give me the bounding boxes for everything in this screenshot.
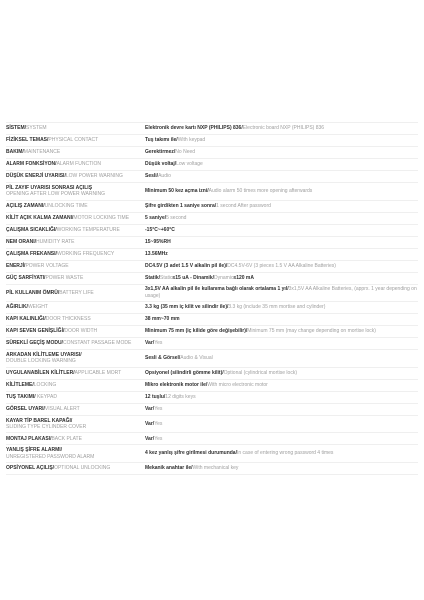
label-tr-text: KAYAR TİP BAREL KAPAĞI/ — [6, 417, 73, 424]
label-en-text: WORKING FREQUENCY — [56, 250, 115, 257]
value-tr-text: Statik/ — [145, 274, 161, 281]
label-en-text: UNREGISTERED PASSWORD ALARM — [6, 453, 95, 460]
spec-label — [6, 290, 145, 297]
spec-row-power-voltage — [6, 261, 418, 273]
value-en-text: Dynamic — [214, 274, 234, 281]
label-tr-text: YANLIŞ ŞİFRE ALARMI/ — [6, 447, 63, 454]
label-en-text: LOW POWER WARNING — [65, 173, 123, 180]
spec-value — [145, 340, 418, 347]
value-tr-text: 12 tuşlu/ — [145, 394, 166, 401]
value-tr-text: DC4.5V (3 adet 1.5 V alkalin pil ile)/ — [145, 262, 228, 269]
value-en-text: 5 second — [166, 214, 187, 221]
label-tr-text: ARKADAN KİLİTLEME UYARISI/ — [6, 351, 82, 358]
spec-value — [145, 436, 418, 443]
label-tr-text: PİL KULLANIM ÖMRÜ/ — [6, 289, 60, 296]
value-tr-text: Minimum 75 mm (iç kilide göre değişebilir)/ — [145, 328, 248, 335]
value-en-text: Yes — [154, 406, 163, 413]
spec-label — [6, 125, 145, 132]
label-en-text: OPENING AFTER LOW POWER WARNING — [6, 191, 105, 198]
spec-row-power-waste — [6, 273, 418, 285]
label-en-text: OPTIONAL UNLOCKING — [54, 465, 111, 472]
label-en-text: KEYPAD — [35, 394, 57, 401]
spec-value — [145, 394, 418, 401]
value-tr-text: Düşük voltaj/ — [145, 161, 177, 168]
value-tr-text: 13.56MHz — [145, 250, 168, 257]
label-tr-text: ÇALIŞMA FREKANSI/ — [6, 250, 57, 257]
value-tr-text: 15~95%RH — [145, 238, 171, 245]
label-en-text: BACK PLATE — [51, 435, 82, 442]
value-tr-text: 5 saniye/ — [145, 214, 167, 221]
value-en-text: Static — [160, 274, 173, 281]
spec-label — [6, 394, 145, 401]
label-tr-text: KAPI SEVEN GENİŞLİĞİ/ — [6, 328, 65, 335]
value-tr-text: 3.3 kg (35 mm iç kilit ve silindir ile)/ — [145, 304, 229, 311]
label-en-text: VISUAL ALERT — [44, 406, 80, 413]
spec-row-low-power-warning — [6, 171, 418, 183]
spec-row-back-plate — [6, 433, 418, 445]
spec-value — [145, 251, 418, 258]
label-en-text: HUMIDITY RATE — [36, 238, 75, 245]
spec-value — [145, 304, 418, 311]
spec-label — [6, 340, 145, 347]
value-en-text: Minimum 75 mm (may change depending on mortise lock) — [247, 328, 376, 335]
label-tr-text: KİLİT AÇIK KALMA ZAMANI/ — [6, 214, 74, 221]
spec-label — [6, 215, 145, 222]
value-tr-text: ≤120 mA — [233, 274, 254, 281]
spec-value — [145, 125, 418, 132]
label-en-text: UNLOCKING TIME — [44, 202, 88, 209]
value-en-text: No Need — [175, 149, 196, 156]
spec-row-applicable-mortise — [6, 368, 418, 380]
label-en-text: SYSTEM — [26, 125, 47, 132]
spec-label — [6, 352, 145, 365]
value-tr-text: Var/ — [145, 420, 155, 427]
spec-value — [145, 227, 418, 234]
spec-row-working-temperature — [6, 225, 418, 237]
value-en-text: 3x1,5V AA Alkaline Batteries, (apprx. 1 year depending on usage) — [145, 286, 417, 299]
spec-value — [145, 328, 418, 335]
label-tr-text: PİL ZAYIF UYARISI SONRASI AÇILIŞ — [6, 184, 93, 191]
label-tr-text: OPSİYONEL AÇILIŞ/ — [6, 465, 55, 472]
label-tr-text: SİSTEM/ — [6, 125, 27, 132]
spec-row-motor-locking-time — [6, 213, 418, 225]
spec-row-unlocking-time — [6, 201, 418, 213]
value-en-text: Yes — [154, 435, 163, 442]
spec-value — [145, 316, 418, 323]
spec-row-maintenance — [6, 147, 418, 159]
spec-row-wrong-password-alarm — [6, 445, 418, 463]
value-en-text: Audio — [158, 173, 171, 180]
label-tr-text: BAKIM/ — [6, 149, 24, 156]
label-en-text: SLIDING TYPE CYLINDER COVER — [6, 424, 87, 431]
spec-label — [6, 370, 145, 377]
spec-label — [6, 406, 145, 413]
value-tr-text: Mekanik anahtar ile/ — [145, 465, 193, 472]
label-en-text: DOOR WIDTH — [64, 328, 98, 335]
label-en-text: ALARM FUNCTION — [56, 161, 102, 168]
value-tr-text: Var/ — [145, 340, 155, 347]
spec-row-locking — [6, 380, 418, 392]
spec-value — [145, 421, 418, 428]
label-en-text: PHYSICAL CONTACT — [48, 137, 99, 144]
value-en-text: Yes — [154, 340, 163, 347]
spec-label — [6, 161, 145, 168]
value-tr-text: Tuş takımı ile/ — [145, 137, 178, 144]
spec-value — [145, 286, 418, 299]
spec-label — [6, 239, 145, 246]
value-tr-text: 4 kez yanlış şifre girilmesi durumunda/ — [145, 450, 237, 457]
value-tr-text: Sesli & Görsel/ — [145, 355, 181, 362]
spec-label — [6, 275, 145, 282]
spec-value — [145, 137, 418, 144]
spec-value — [145, 465, 418, 472]
label-en-text: LOCKING — [33, 382, 57, 389]
spec-label — [6, 149, 145, 156]
spec-label — [6, 418, 145, 431]
spec-value — [145, 149, 418, 156]
label-en-text: WEIGHT — [27, 304, 48, 311]
label-en-text: MOTOR LOCKING TIME — [73, 214, 130, 221]
label-tr-text: DÜŞÜK ENERJİ UYARISI/ — [6, 173, 66, 180]
value-en-text: 12 digits keys — [165, 394, 196, 401]
spec-label — [6, 304, 145, 311]
spec-value — [145, 382, 418, 389]
label-tr-text: ALARM FONKSİYON/ — [6, 161, 57, 168]
value-tr-text: ≤15 uA - Dinamik/ — [172, 274, 214, 281]
value-en-text: Audio & Visual — [180, 355, 213, 362]
value-en-text: DC4.5V-6V (3 pieces 1.5 V AA Alkaline Batteries) — [227, 262, 336, 269]
spec-value — [145, 203, 418, 210]
spec-row-opening-after-low-power — [6, 183, 418, 201]
value-tr-text: Gerektirmez/ — [145, 149, 176, 156]
spec-row-optional-unlocking — [6, 463, 418, 475]
label-tr-text: KİLİTLEME/ — [6, 382, 34, 389]
value-tr-text: 3x1,5V AA alkalin pil ile kullanıma bağlı olarak ortalama 1 yıl/ — [145, 286, 289, 293]
label-en-text: DOUBLE LOCKING WARNING — [6, 358, 76, 365]
value-en-text: Audio alarm 50 times more opening afterwards — [208, 188, 313, 195]
value-en-text: 3.3 kg (include 35 mm mortise and cylinder) — [228, 304, 326, 311]
spec-row-alarm-function — [6, 159, 418, 171]
value-tr-text: Minimum 50 kez açma izni/ — [145, 188, 209, 195]
label-tr-text: TUŞ TAKIMI/ — [6, 394, 36, 401]
value-en-text: With mechanical key — [192, 465, 239, 472]
spec-value — [145, 275, 418, 282]
value-tr-text: Mikro elektronik motor ile/ — [145, 382, 208, 389]
spec-label — [6, 316, 145, 323]
label-tr-text: ENERJİ/ — [6, 262, 26, 269]
value-en-text: Low voltage — [176, 161, 203, 168]
label-tr-text: FİZİKSEL TEMAS/ — [6, 137, 49, 144]
spec-label — [6, 447, 145, 460]
spec-row-working-frequency — [6, 249, 418, 261]
spec-value — [145, 215, 418, 222]
label-en-text: POWER WASTE — [45, 274, 84, 281]
spec-label — [6, 227, 145, 234]
spec-label — [6, 465, 145, 472]
spec-row-keypad — [6, 392, 418, 404]
label-en-text: CONSTANT PASSAGE MODE — [62, 340, 132, 347]
spec-value — [145, 355, 418, 362]
label-en-text: DOOR THICKNESS — [45, 316, 91, 323]
label-tr-text: UYGULANABİLEN KİLİTLER/ — [6, 370, 75, 377]
value-tr-text: Opsiyonel (silindirli gömme kilit)/ — [145, 370, 224, 377]
spec-value — [145, 406, 418, 413]
value-tr-text: 38 mm~70 mm — [145, 316, 180, 323]
spec-row-visual-alert — [6, 404, 418, 416]
value-tr-text: Elektronik devre kartı NXP (PHILIPS) 836/ — [145, 125, 243, 132]
label-tr-text: ÇALIŞMA SICAKLIĞI/ — [6, 226, 57, 233]
label-tr-text: GÖRSEL UYARI/ — [6, 406, 45, 413]
value-en-text: In case of entering wrong password 4 times — [236, 450, 334, 457]
value-tr-text: Var/ — [145, 406, 155, 413]
spec-label — [6, 137, 145, 144]
label-en-text: MAINTENANCE — [23, 149, 61, 156]
spec-label — [6, 173, 145, 180]
spec-row-system — [6, 123, 418, 135]
label-en-text: WORKING TEMPERATURE — [56, 226, 120, 233]
value-en-text: Electronic board NXP (PHILIPS) 836 — [242, 125, 325, 132]
value-en-text: With keypad — [177, 137, 206, 144]
value-tr-text: Şifre girdikten 1 saniye sonra/ — [145, 202, 217, 209]
value-en-text: Yes — [154, 420, 163, 427]
label-tr-text: KAPI KALINLIĞI/ — [6, 316, 46, 323]
spec-row-humidity-rate — [6, 237, 418, 249]
spec-value — [145, 370, 418, 377]
spec-label — [6, 328, 145, 335]
label-tr-text: AĞIRLIK/ — [6, 304, 28, 311]
spec-label — [6, 436, 145, 443]
spec-label — [6, 185, 145, 198]
value-tr-text: -15°C~+60°C — [145, 226, 175, 233]
spec-row-sliding-cylinder-cover — [6, 416, 418, 434]
value-en-text: 1 second After password — [216, 202, 271, 209]
spec-value — [145, 161, 418, 168]
spec-row-physical-contact — [6, 135, 418, 147]
spec-value — [145, 263, 418, 270]
spec-value — [145, 188, 418, 195]
label-tr-text: MONTAJ PLAKASI/ — [6, 435, 52, 442]
spec-value — [145, 173, 418, 180]
value-en-text: With micro electronic motor — [207, 382, 268, 389]
spec-row-door-width — [6, 326, 418, 338]
spec-value — [145, 239, 418, 246]
label-tr-text: AÇILIŞ ZAMANI/ — [6, 202, 45, 209]
spec-table — [6, 122, 418, 475]
label-en-text: APPLICABLE MORT — [74, 370, 122, 377]
spec-label — [6, 263, 145, 270]
value-tr-text: Var/ — [145, 435, 155, 442]
spec-label — [6, 251, 145, 258]
label-tr-text: NEM ORANI/ — [6, 238, 36, 245]
spec-row-double-locking-warning — [6, 350, 418, 368]
spec-row-weight — [6, 302, 418, 314]
label-en-text: BATTERY LIFE — [59, 289, 94, 296]
spec-row-door-thickness — [6, 314, 418, 326]
label-tr-text: SÜREKLİ GEÇİŞ MODU/ — [6, 340, 63, 347]
spec-label — [6, 203, 145, 210]
label-tr-text: GÜÇ SARFİYATI/ — [6, 274, 46, 281]
spec-row-constant-passage-mode — [6, 338, 418, 350]
value-en-text: Optional (cylindrical mortise lock) — [223, 370, 297, 377]
label-en-text: POWER VOLTAGE — [25, 262, 69, 269]
spec-value — [145, 450, 418, 457]
value-tr-text: Sesli/ — [145, 173, 159, 180]
spec-row-battery-life — [6, 285, 418, 303]
spec-label — [6, 382, 145, 389]
